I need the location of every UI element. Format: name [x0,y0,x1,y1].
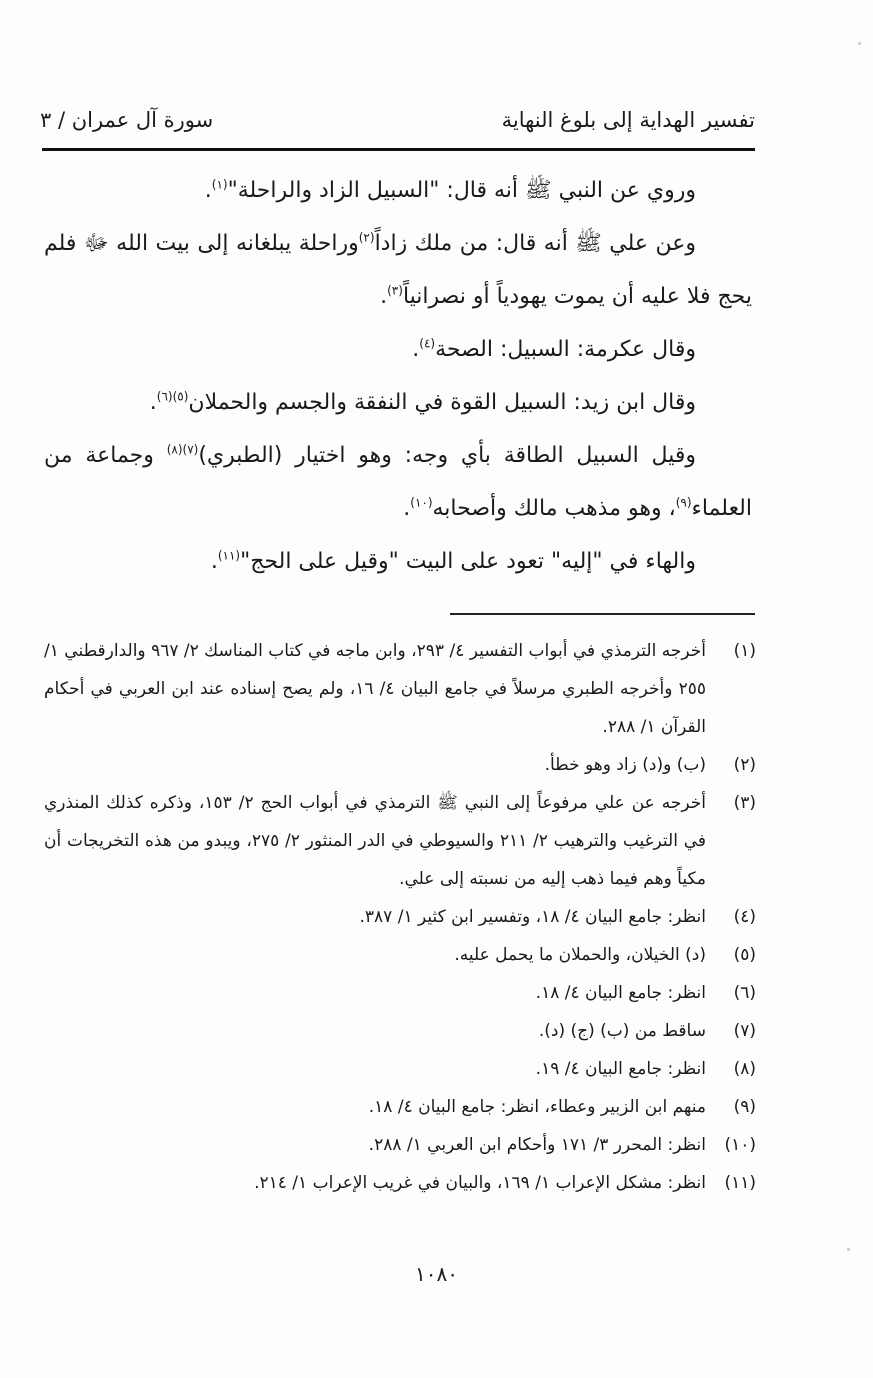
footnote-number: (٨) [733,1059,756,1079]
paragraph: وروي عن النبي ﷺ أنه قال: "السبيل الزاد والراحلة"$^{(١)}$. [204,177,696,203]
footnote-ref: (٤) [419,336,436,351]
footnote [44,936,756,974]
footnote-ref: (٩) [675,495,692,510]
footnote-ref: (٣) [387,283,403,298]
footnote-number: (٧) [733,1021,756,1041]
footnote-text: انظر: جامع البيان ٤/ ١٨. [535,983,706,1003]
footnote-text: (د) الخيلان، والحملان ما يحمل عليه. [454,945,706,965]
footnote [44,898,756,936]
running-header [40,100,755,144]
footnote [44,1050,756,1088]
header-divider [42,148,755,151]
footnote-number: (١٠) [724,1135,756,1155]
footnote-ref: (٢) [358,230,375,245]
footnotes [44,632,756,1202]
footnote-text: انظر: جامع البيان ٤/ ١٩. [535,1059,706,1079]
footnote-number: (٣) [733,793,756,813]
footnote [44,632,756,746]
footnote [44,784,756,898]
footnote-ref: (٥)(٦) [156,389,189,404]
footnote-text: انظر: مشكل الإعراب ١/ ١٦٩، والبيان في غريب الإعراب ١/ ٢١٤. [254,1173,706,1193]
scan-speck [858,42,861,45]
paragraph: وقال عكرمة: السبيل: الصحة$^{(٤)}$. [412,336,696,362]
footnote [44,1126,756,1164]
paragraph: وعن علي ﷺ أنه قال: من ملك زاداً$^{(٢)}$وراحلة يبلغانه إلى بيت الله ﷻ فلم يحج فلا عليه أن يموت يهودياً أو نصرانياً$^{(٣)}$. [44,230,752,309]
footnote-text: أخرجه الترمذي في أبواب التفسير ٤/ ٢٩٣، وابن ماجه في كتاب المناسك ٢/ ٩٦٧ والدارقطني ١/ ٢٥٥ وأخرجه الطبري مرسلاً في جامع البيان ٤/ ١٦، ولم يصح إسناده عند ابن العربي في أحكام القرآن ١/ ٢٨٨. [44,641,706,737]
paragraph: والهاء في "إليه" تعود على البيت "وقيل على الحج"$^{(١١)}$. [210,548,696,574]
footnote-number: (٦) [733,983,756,1003]
footnote-number: (٢) [733,755,756,775]
footnote-text: انظر: المحرر ٣/ ١٧١ وأحكام ابن العربي ١/ ٢٨٨. [368,1135,706,1155]
footnote-ref: (١) [211,177,228,192]
footnote [44,1012,756,1050]
footnote-text: انظر: جامع البيان ٤/ ١٨، وتفسير ابن كثير ١/ ٣٨٧. [359,907,706,927]
footnote-ref: (١١) [217,548,241,563]
paragraph: وقيل السبيل الطاقة بأي وجه: وهو اختيار (الطبري)$^{(٧)(٨)}$ وجماعة من العلماء$^{(٩)}$، وهو مذهب مالك وأصحابه$^{(١٠)}$. [44,442,752,521]
footnote-ref: (٧)(٨) [166,442,199,457]
book-title: تفسير الهداية إلى بلوغ النهاية [501,108,755,132]
footnote-text: أخرجه عن علي مرفوعاً إلى النبي ﷺ الترمذي في أبواب الحج ٢/ ١٥٣، وذكره كذلك المنذري في الترغيب والترهيب ٢/ ٢١١ والسيوطي في الدر المنثور ٢/ ٢٧٥، ويبدو من هذه التخريجات أن مكياً وهم فيما ذهب إليه من نسبته إلى علي. [44,793,707,889]
scan-speck [847,1248,850,1251]
footnote [44,1088,756,1126]
paragraph: وقال ابن زيد: السبيل القوة في النفقة والجسم والحملان$^{(٥)(٦)}$. [149,389,696,415]
main-text [44,164,752,588]
footnote-number: (١١) [724,1173,756,1193]
surah-label: سورة آل عمران / ٣ [40,108,214,132]
footnote-number: (٩) [733,1097,756,1117]
footnote-text: منهم ابن الزبير وعطاء، انظر: جامع البيان ٤/ ١٨. [368,1097,706,1117]
page-number: ١٠٨٠ [415,1262,458,1286]
footnote-divider [450,613,755,615]
footnote-number: (٥) [733,945,756,965]
footnote-ref: (١٠) [410,495,433,510]
footnote [44,746,756,784]
footnote-number: (٤) [733,907,756,927]
footnote-number: (١) [733,641,756,661]
footnote-text: (ب) و(د) زاد وهو خطأ. [544,755,706,775]
footnote [44,974,756,1012]
footnote-text: ساقط من (ب) (ج) (د). [538,1021,706,1041]
footnote [44,1164,756,1202]
